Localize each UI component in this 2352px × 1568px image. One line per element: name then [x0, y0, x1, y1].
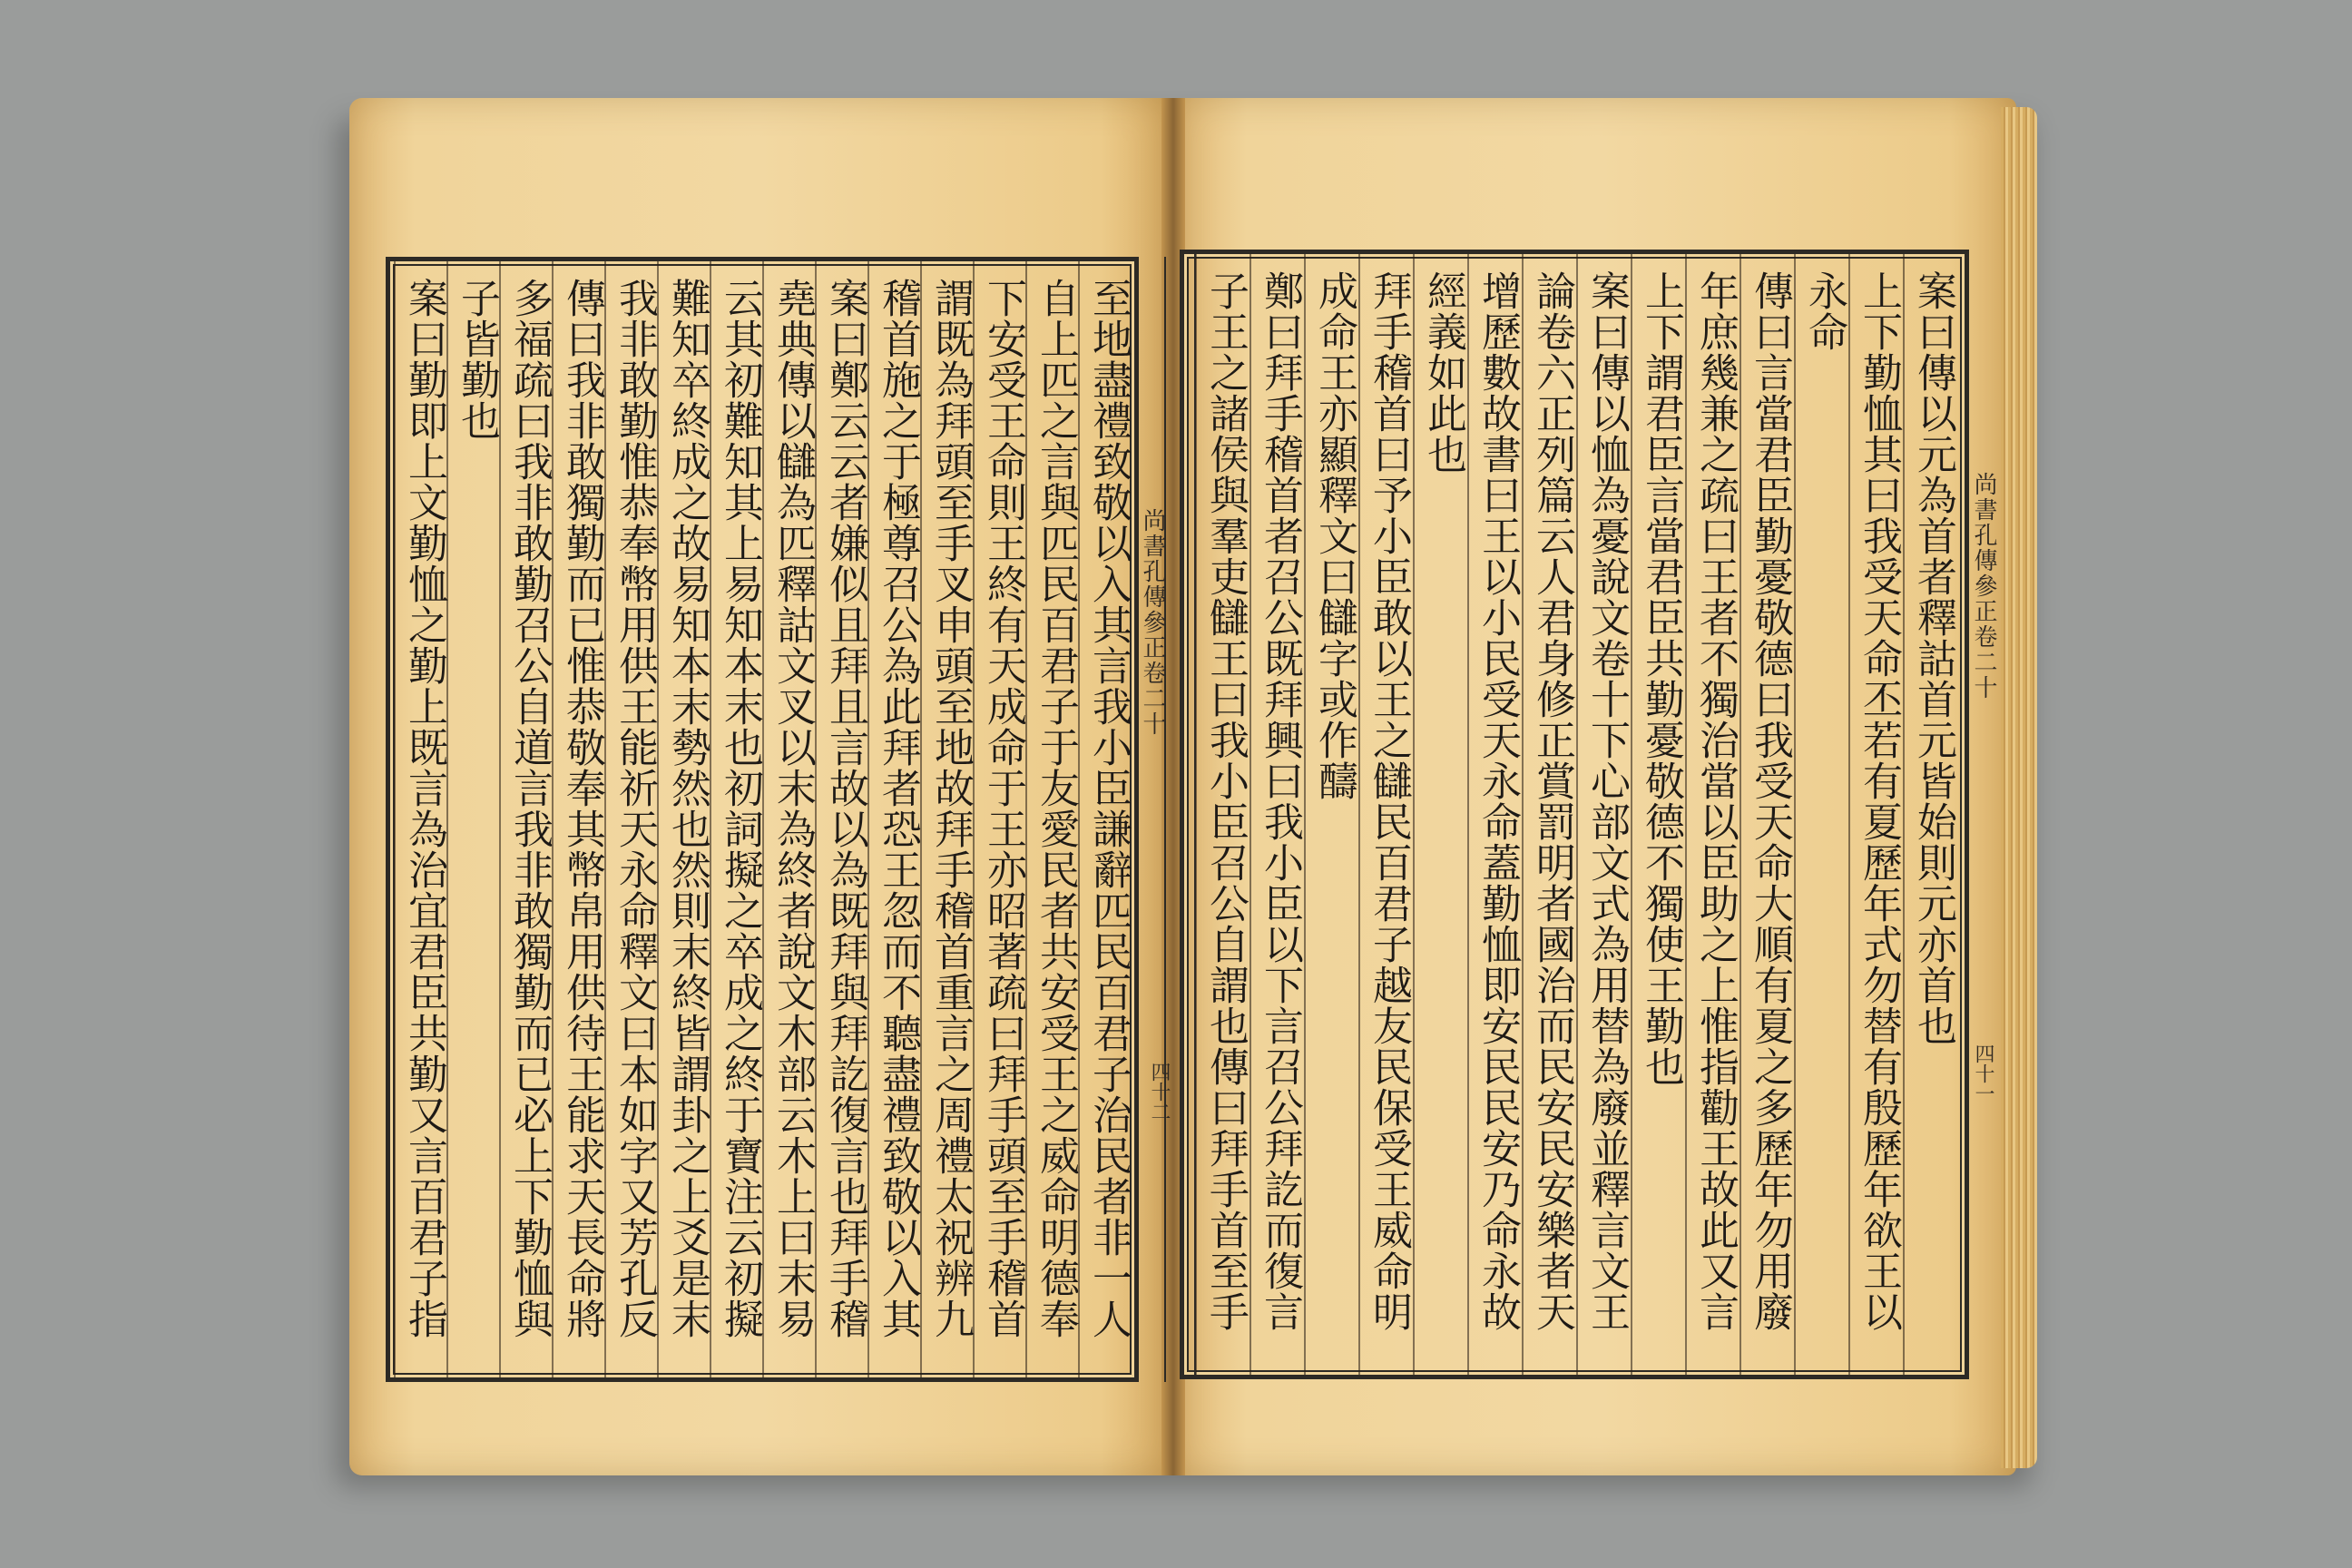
- text-column: 案曰鄭云云者嫌似且拜且言故以為既拜與拜訖復言也拜手稽: [822, 278, 868, 1339]
- column-rule: [394, 261, 396, 1377]
- text-column: 成命王亦顯釋文曰讎字或作醻: [1311, 270, 1357, 801]
- right-fold-band: [1180, 250, 1196, 1379]
- text-column: 堯典傳以讎為匹釋詁文叉以末為終者說文木部云木上曰末易: [769, 278, 816, 1339]
- text-column: 案曰傳以恤為憂說文卷十下心部文式為用替為廢並釋言文王: [1583, 270, 1630, 1332]
- page-edges: [2001, 107, 2037, 1468]
- text-column: 年庶幾兼之疏曰王者不獨治當以臣助之上惟指勸王故此又言: [1692, 270, 1739, 1332]
- text-column: 云其初難知其上易知本末也初詞擬之卒成之終于寶注云初擬: [717, 278, 763, 1339]
- text-column: 案曰傳以元為首者釋詁首元皆始則元亦首也: [1910, 270, 1956, 1046]
- text-column: 我非敢勤惟恭奉幣用供王能祈天永命釋文曰本如字又芳孔反: [612, 278, 658, 1339]
- text-column: 傳曰我非敢獨勤而已惟恭敬奉其幣帛用供待王能求天長命將: [559, 278, 605, 1339]
- left-fold-title: 尚書孔傳參正卷二十: [1139, 508, 1166, 737]
- text-column: 謂既為拜頭至手叉申頭至地故拜手稽首重言之周禮太祝辨九: [927, 278, 974, 1339]
- text-column: 難知卒終成之故易知本末勢然也然則末終皆謂卦之上爻是末: [664, 278, 710, 1339]
- text-column: 子皆勤也: [454, 278, 500, 441]
- text-column: 論卷六正列篇云人君身修正賞罰明者國治而民安民安樂者天: [1529, 270, 1575, 1332]
- left-text-frame: [386, 257, 1139, 1382]
- text-column: 自上匹之言與匹民百君子于友愛民者共安受王之威命明德奉: [1033, 278, 1079, 1339]
- text-column: 上下勤恤其曰我受天命丕若有夏歷年式勿替有殷歷年欲王以: [1856, 270, 1902, 1332]
- text-column: 案曰勤即上文勤恤之勤上既言為治宜君臣共勤又言百君子指: [401, 278, 447, 1339]
- text-column: 傳曰言當君臣勤憂敬德曰我受天命大順有夏之多歷年勿用廢: [1747, 270, 1793, 1332]
- right-text-frame: [1180, 250, 1969, 1379]
- right-fold-page-number: 四十一: [1972, 1044, 1994, 1103]
- text-column: 拜手稽首曰予小臣敢以王之讎民百君子越友民保受王威命明: [1366, 270, 1412, 1332]
- text-column: 稽首施之于極尊召公為此拜者恐王忽而不聽盡禮致敬以入其: [875, 278, 921, 1339]
- left-fold-page-number: 四十二: [1148, 1062, 1171, 1122]
- left-fold-band: [1135, 257, 1166, 1382]
- text-column: 增歷數故書曰王以小民受天永命蓋勤恤即安民民安乃命永故: [1475, 270, 1521, 1332]
- text-column: 下安受王命則王終有天成命于王亦昭著疏曰拜手頭至手稽首: [980, 278, 1026, 1339]
- text-column: 經義如此也: [1420, 270, 1466, 475]
- text-column: 上下謂君臣言當君臣共勤憂敬德不獨使王勤也: [1638, 270, 1684, 1087]
- right-fold-title: 尚書孔傳參正卷二十: [1970, 472, 1997, 701]
- text-column: 鄭曰拜手稽首者召公既拜興曰我小臣以下言召公拜訖而復言: [1257, 270, 1303, 1332]
- text-column: 至地盡禮致敬以入其言我小臣謙辭匹民百君子治民者非一人: [1085, 278, 1132, 1339]
- text-column: 子王之諸侯與羣吏讎王曰我小臣召公自謂也傳曰拜手首至手: [1202, 270, 1249, 1332]
- text-column: 永命: [1801, 270, 1847, 352]
- text-column: 多福疏曰我非敢勤召公自道言我非敢獨勤而已必上下勤恤與: [506, 278, 553, 1339]
